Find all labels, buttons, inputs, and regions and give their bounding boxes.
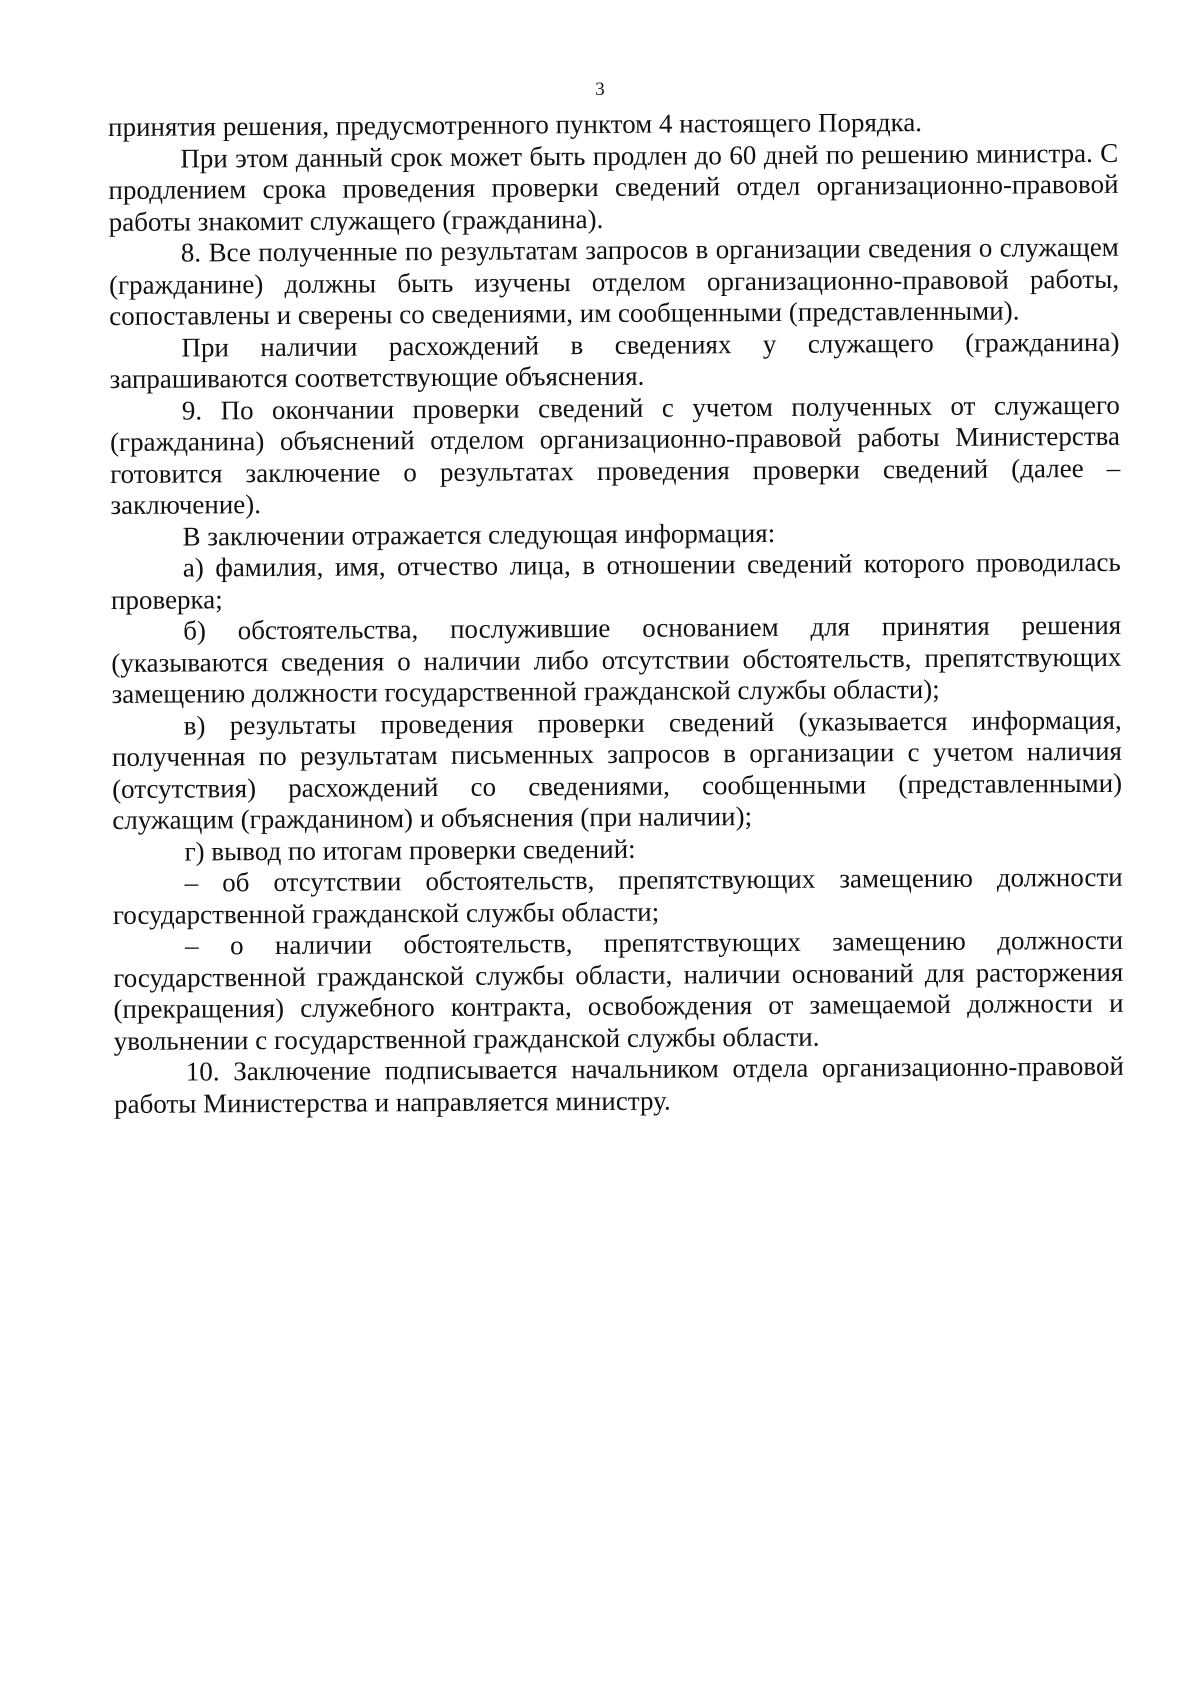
paragraph-subitem-b: б) обстоятельства, послужившие основанием для принятия решения (указываются сведения о наличии либо отсутствии обстоятельств, препятствующих замещению должности государственной гражданской службы области); [111,609,1122,709]
paragraph-item-8: 8. Все полученные по результатам запросов в организации сведения о служащем (гражданине) должны быть изучены отделом организационно-правовой работы, сопоставлены и сверены со сведениями, им сообщенными (представленными). [108,231,1120,331]
paragraph-subitem-v: в) результаты проведения проверки сведений (указывается информация, полученная по результатам письменных запросов в организации с учетом наличия (отсутствия) расхождений со сведениями, сообщенными (представленными) служащим (гражданином) и объяснения (при наличии); [111,704,1123,835]
paragraph-dash-absence: – об отсутствии обстоятельств, препятствующих замещению должности государственной гражданской службы области; [112,861,1123,930]
paragraph-subitem-a: а) фамилия, имя, отчество лица, в отношении сведений которого проводилась проверка; [110,546,1121,615]
page-number: 3 [595,79,605,100]
paragraph-subitem-g: г) вывод по итогам проверки сведений: [184,833,636,867]
paragraph-dash-presence: – о наличии обстоятельств, препятствующих замещению должности государственной гражданской службы области, наличии оснований для расторжения (прекращения) служебного контракта, освобождения от замещаемой должности и увольнении с государственной гражданской службы области. [113,924,1124,1056]
paragraph-item-9: 9. По окончании проверки сведений с учетом полученных от служащего (гражданина) объяснений отделом организационно-правовой работы Министерства готовится заключение о результатах проведения проверки сведений (далее – заключение). [109,389,1121,520]
document-body [108,106,1124,1120]
paragraph-term-extension: При этом данный срок может быть продлен до 60 дней по решению министра. С продлением срока проведения проверки сведений отдел организационно-правовой работы знакомит служащего (гражданина). [108,137,1119,237]
paragraph-item-10: 10. Заключение подписывается начальником отдела организационно-правовой работы Министерства и направляется министру. [113,1050,1124,1119]
paragraph-conclusion-contents: В заключении отражается следующая информация: [182,517,776,552]
paragraph-discrepancies: При наличии расхождений в сведениях у служащего (гражданина) запрашиваются соответствующие объяснения. [109,326,1120,394]
paragraph-continuation: принятия решения, предусмотренного пунктом 4 настоящего Порядка. [108,107,923,142]
